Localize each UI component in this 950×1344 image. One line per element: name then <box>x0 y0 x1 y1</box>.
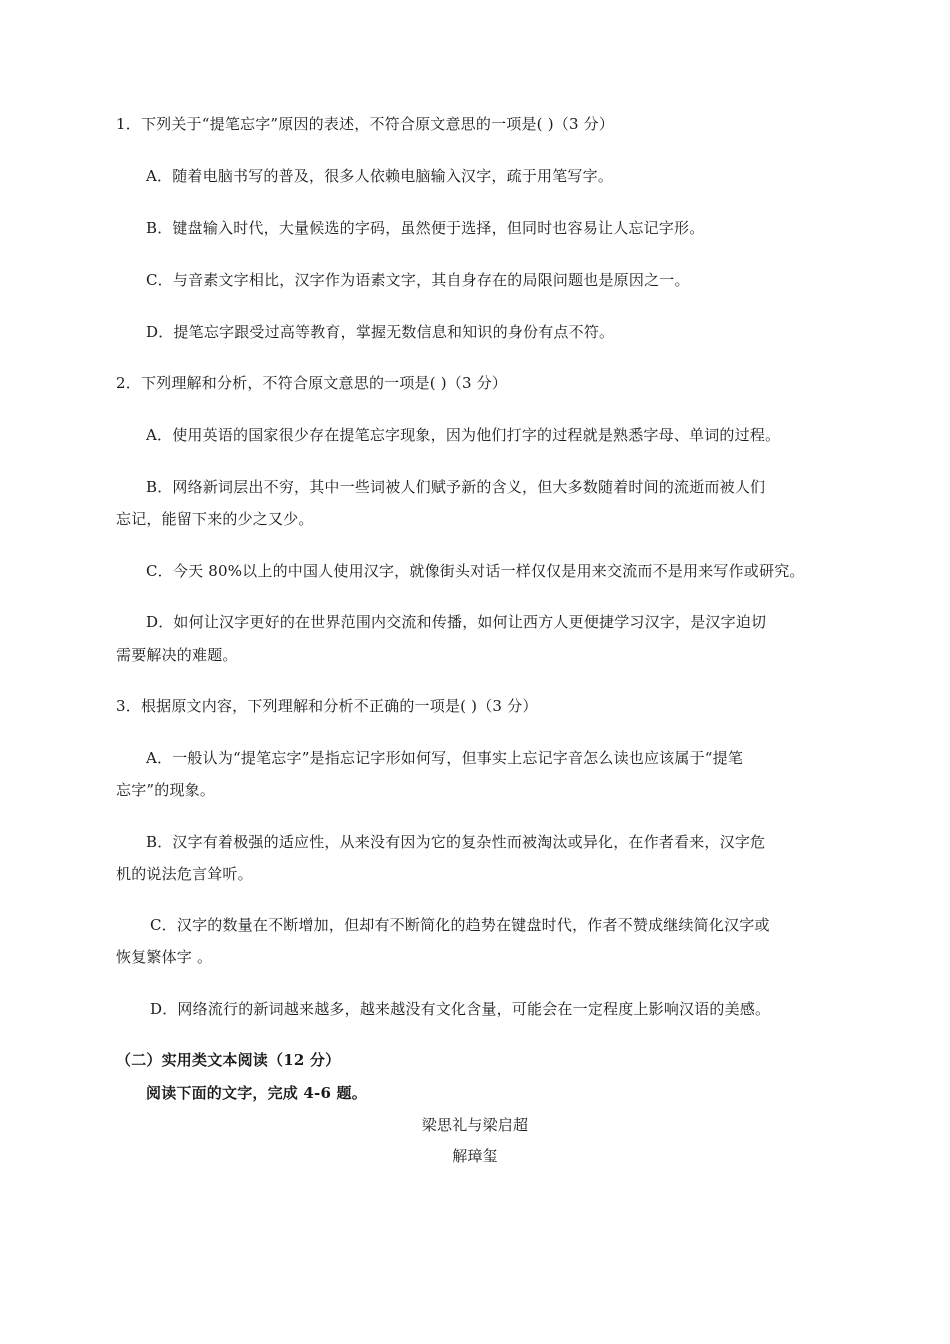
question-2-stem: 2．下列理解和分析，不符合原文意思的一项是( )（3 分） <box>116 374 508 392</box>
question-2-option-d-line-1: D．如何让汉字更好的在世界范围内交流和传播，如何让西方人更便捷学习汉字，是汉字迫切 <box>146 613 767 631</box>
question-2-option-d-line-2: 需要解决的难题。 <box>116 646 238 664</box>
question-3-option-a-line-2: 忘字”的现象。 <box>116 781 216 799</box>
question-1-option-d: D．提笔忘字跟受过高等教育，掌握无数信息和知识的身份有点不符。 <box>146 323 615 341</box>
question-3-option-b-line-2: 机的说法危言耸听。 <box>116 865 253 883</box>
article-author: 解璋玺 <box>452 1147 498 1165</box>
question-3-option-c-line-2: 恢复繁体字 。 <box>116 948 213 966</box>
question-2-option-c: C．今天 80%以上的中国人使用汉字，就像街头对话一样仅仅是用来交流而不是用来写作或研究。 <box>146 562 805 580</box>
question-2-option-b-line-1: B．网络新词层出不穷，其中一些词被人们赋予新的含义，但大多数随着时间的流逝而被人们 <box>146 478 766 496</box>
question-3-option-d: D．网络流行的新词越来越多，越来越没有文化含量，可能会在一定程度上影响汉语的美感。 <box>150 1000 771 1018</box>
question-1-option-a: A．随着电脑书写的普及，很多人依赖电脑输入汉字，疏于用笔写字。 <box>146 167 614 185</box>
question-2-option-a: A．使用英语的国家很少存在提笔忘字现象，因为他们打字的过程就是熟悉字母、单词的过程。 <box>146 426 781 444</box>
section-heading: （二）实用类文本阅读（12 分） <box>116 1051 341 1069</box>
question-3-option-b-line-1: B．汉字有着极强的适应性，从来没有因为它的复杂性而被淘汰或异化，在作者看来，汉字危 <box>146 833 766 851</box>
question-1-option-c: C．与音素文字相比，汉字作为语素文字，其自身存在的局限问题也是原因之一。 <box>146 271 690 289</box>
question-3-option-a-line-1: A．一般认为“提笔忘字”是指忘记字形如何写，但事实上忘记字音怎么读也应该属于“提笔 <box>146 749 744 767</box>
question-2-option-b-line-2: 忘记，能留下来的少之又少。 <box>116 510 314 528</box>
question-3-stem: 3．根据原文内容，下列理解和分析不正确的一项是( )（3 分） <box>116 697 538 715</box>
question-1-option-b: B．键盘输入时代，大量候选的字码，虽然便于选择，但同时也容易让人忘记字形。 <box>146 219 705 237</box>
question-3-option-c-line-1: C．汉字的数量在不断增加，但却有不断简化的趋势在键盘时代，作者不赞成继续简化汉字或 <box>150 916 770 934</box>
section-instruction: 阅读下面的文字，完成 4-6 题。 <box>146 1084 367 1102</box>
article-title: 梁思礼与梁启超 <box>421 1116 529 1134</box>
question-1-stem: 1．下列关于“提笔忘字”原因的表述，不符合原文意思的一项是( )（3 分） <box>116 115 615 133</box>
